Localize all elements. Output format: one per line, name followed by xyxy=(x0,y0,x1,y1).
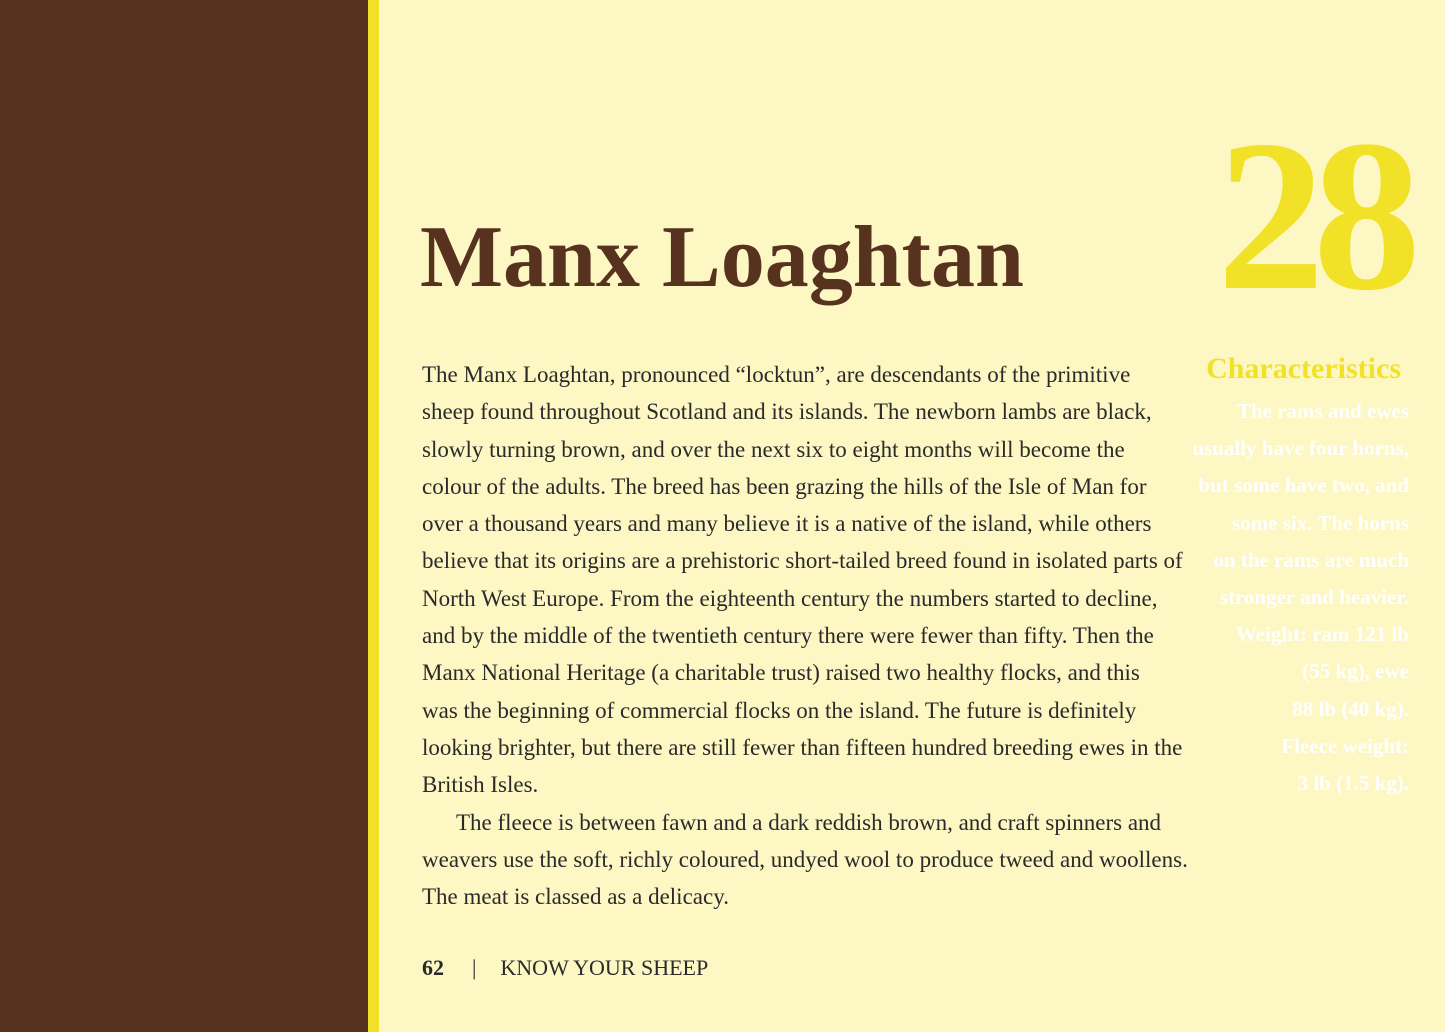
body-line: Manx National Heritage (a charitable trust) raised two healthy flocks, and this xyxy=(422,660,1140,686)
body-line: was the beginning of commercial flocks on the island. The future is definitely xyxy=(422,697,1137,723)
body-line: sheep found throughout Scotland and its islands. The newborn lambs are black, xyxy=(422,399,1152,425)
body-text xyxy=(422,356,1188,915)
characteristics-line: Fleece weight: xyxy=(1281,733,1409,758)
body-line: North West Europe. From the eighteenth century the numbers started to decline, xyxy=(422,585,1158,611)
page-number: 62 xyxy=(422,955,444,980)
characteristics-line: 88 lb (40 kg). xyxy=(1292,696,1409,721)
characteristics-heading: Characteristics xyxy=(1206,352,1401,385)
characteristics-line: 3 lb (1.5 kg). xyxy=(1297,771,1409,796)
body-line: believe that its origins are a prehistoric short-tailed breed found in isolated parts of xyxy=(422,548,1183,574)
characteristics-line: some six. The horns xyxy=(1232,510,1409,535)
characteristics-line: The rams and ewes xyxy=(1236,399,1409,423)
body-line: The Manx Loaghtan, pronounced “locktun”, are descendants of the primitive xyxy=(422,362,1131,387)
body-line: The meat is classed as a delicacy. xyxy=(422,884,729,910)
characteristics-line: but some have two, and xyxy=(1198,473,1409,498)
characteristics-text xyxy=(1192,393,1409,802)
book-title: KNOW YOUR SHEEP xyxy=(500,955,709,980)
body-line: weavers use the soft, richly coloured, undyed wool to produce tweed and woollens. xyxy=(422,846,1188,872)
body-line: and by the middle of the twentieth century there were fewer than fifty. Then the xyxy=(422,623,1154,649)
body-line: over a thousand years and many believe it is a native of the island, while others xyxy=(422,511,1152,537)
body-line: looking brighter, but there are still fewer than fifteen hundred breeding ewes in the xyxy=(422,734,1183,760)
breed-number: 28 xyxy=(1217,96,1409,335)
page-footer xyxy=(422,955,708,981)
accent-stripe xyxy=(368,0,379,1032)
body-line: slowly turning brown, and over the next six to eight months will become the xyxy=(422,436,1125,462)
characteristics-line: stronger and heavier. xyxy=(1219,585,1409,610)
characteristics-line: usually have four horns, xyxy=(1192,436,1409,461)
page-title: Manx Loaghtan xyxy=(420,209,1024,306)
body-line: colour of the adults. The breed has been grazing the hills of the Isle of Man for xyxy=(422,473,1147,499)
characteristics-line: (55 kg), ewe xyxy=(1302,659,1409,684)
body-line: The fleece is between fawn and a dark reddish brown, and craft spinners and xyxy=(456,809,1162,835)
sidebar xyxy=(0,0,368,1032)
body-line: British Isles. xyxy=(422,772,539,798)
footer-separator: | xyxy=(472,955,477,980)
characteristics-line: Weight: ram 121 lb xyxy=(1235,622,1409,647)
characteristics-line: on the rams are much xyxy=(1213,547,1409,572)
